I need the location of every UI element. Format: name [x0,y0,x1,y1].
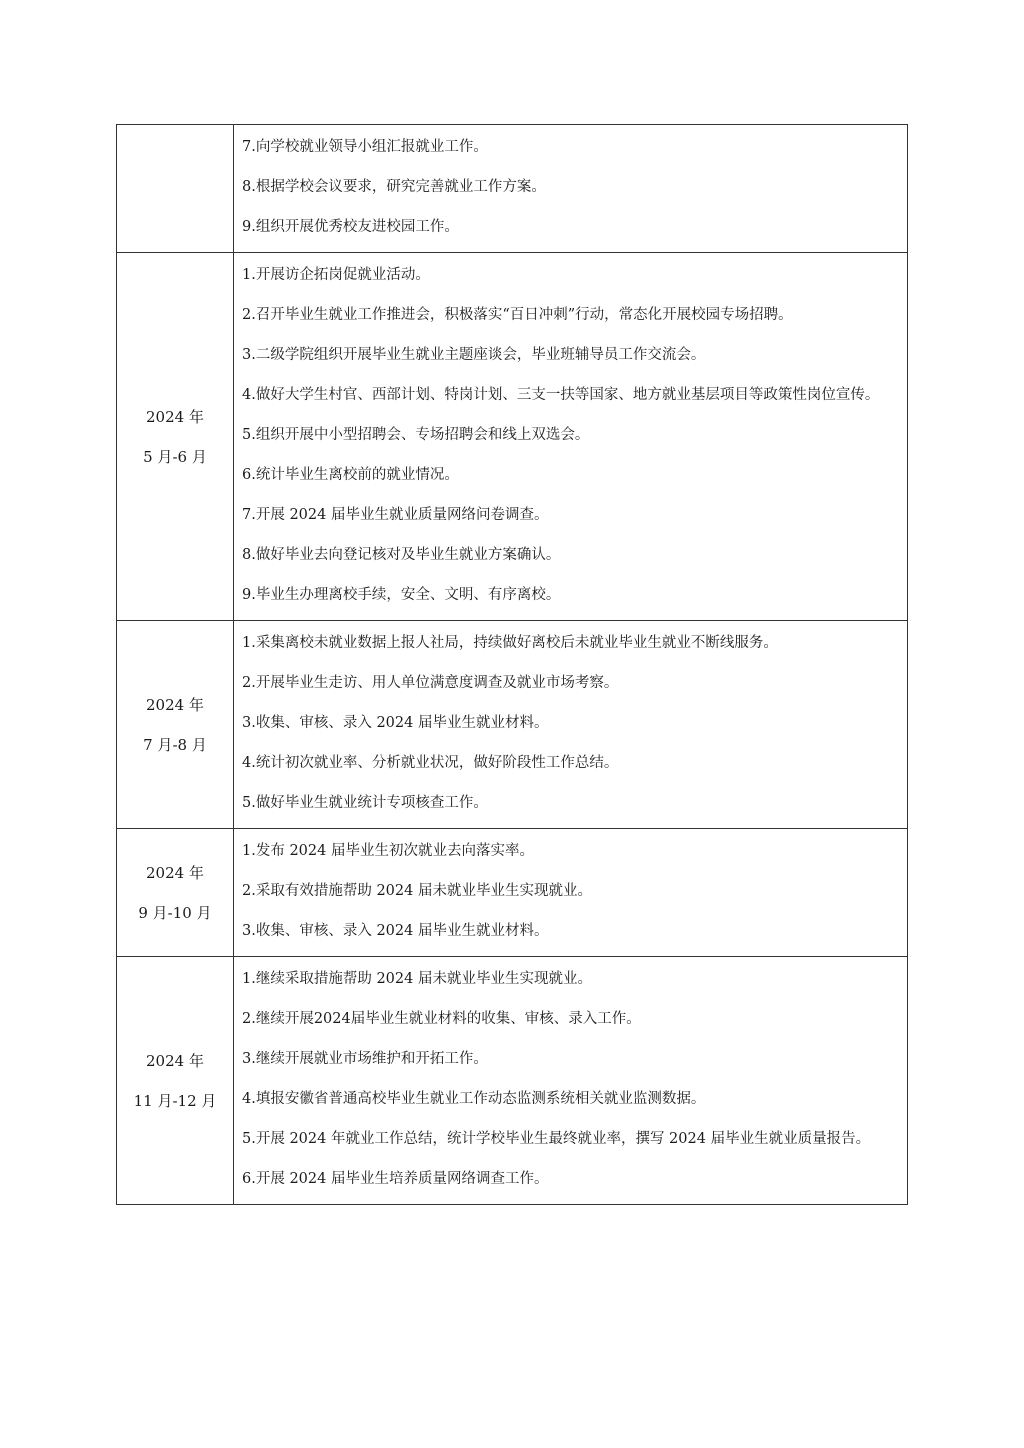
tasks-cell [234,125,908,253]
task-item: 7.开展 2024 届毕业生就业质量网络问卷调查。 [242,507,549,523]
period-year: 2024 年 [146,863,204,882]
task-item: 5.开展 2024 年就业工作总结，统计学校毕业生最终就业率，撰写 2024 届毕业生就业质量报告。 [242,1131,871,1147]
schedule-row [117,829,908,957]
period-cell [117,957,234,1205]
tasks-cell [234,621,908,829]
task-item: 1.发布 2024 届毕业生初次就业去向落实率。 [242,843,534,859]
task-item: 3.收集、审核、录入 2024 届毕业生就业材料。 [242,923,549,939]
schedule-row [117,621,908,829]
period-months: 11 月-12 月 [133,1091,217,1110]
period-cell [117,621,234,829]
schedule-row [117,957,908,1205]
task-item: 1.开展访企拓岗促就业活动。 [242,267,430,283]
task-item: 2.采取有效措施帮助 2024 届未就业毕业生实现就业。 [242,883,592,899]
schedule-row [117,253,908,621]
period-cell [117,125,234,253]
tasks-cell [234,829,908,957]
task-item: 3.二级学院组织开展毕业生就业主题座谈会，毕业班辅导员工作交流会。 [242,347,706,363]
period-year: 2024 年 [146,695,204,714]
schedule-row [117,125,908,253]
schedule-body [117,125,908,1205]
task-item: 9.毕业生办理离校手续，安全、文明、有序离校。 [242,587,561,603]
period-cell [117,829,234,957]
task-item: 5.组织开展中小型招聘会、专场招聘会和线上双选会。 [242,427,590,443]
period-months: 7 月-8 月 [143,735,207,754]
task-item: 1.继续采取措施帮助 2024 届未就业毕业生实现就业。 [242,971,592,987]
period-months: 5 月-6 月 [143,447,207,466]
work-schedule-table [116,124,908,1205]
period-cell [117,253,234,621]
task-item: 7.向学校就业领导小组汇报就业工作。 [242,139,488,155]
tasks-cell [234,957,908,1205]
task-item: 2.继续开展2024届毕业生就业材料的收集、审核、录入工作。 [242,1011,641,1027]
tasks-cell [234,253,908,621]
task-item: 4.做好大学生村官、西部计划、特岗计划、三支一扶等国家、地方就业基层项目等政策性岗位宣传。 [242,387,880,403]
task-item: 4.填报安徽省普通高校毕业生就业工作动态监测系统相关就业监测数据。 [242,1091,706,1107]
period-year: 2024 年 [146,407,204,426]
task-item: 6.统计毕业生离校前的就业情况。 [242,467,459,483]
task-item: 2.召开毕业生就业工作推进会，积极落实“百日冲刺”行动，常态化开展校园专场招聘。 [242,307,793,323]
task-item: 9.组织开展优秀校友进校园工作。 [242,219,459,235]
period-months: 9 月-10 月 [138,903,212,922]
period-year: 2024 年 [146,1051,204,1070]
task-item: 3.继续开展就业市场维护和开拓工作。 [242,1051,488,1067]
task-item: 3.收集、审核、录入 2024 届毕业生就业材料。 [242,715,549,731]
task-item: 5.做好毕业生就业统计专项核查工作。 [242,795,488,811]
task-item: 4.统计初次就业率、分析就业状况，做好阶段性工作总结。 [242,755,619,771]
task-item: 6.开展 2024 届毕业生培养质量网络调查工作。 [242,1171,549,1187]
task-item: 2.开展毕业生走访、用人单位满意度调查及就业市场考察。 [242,675,619,691]
task-item: 1.采集离校未就业数据上报人社局，持续做好离校后未就业毕业生就业不断线服务。 [242,635,778,651]
task-item: 8.根据学校会议要求，研究完善就业工作方案。 [242,179,546,195]
task-item: 8.做好毕业去向登记核对及毕业生就业方案确认。 [242,547,561,563]
